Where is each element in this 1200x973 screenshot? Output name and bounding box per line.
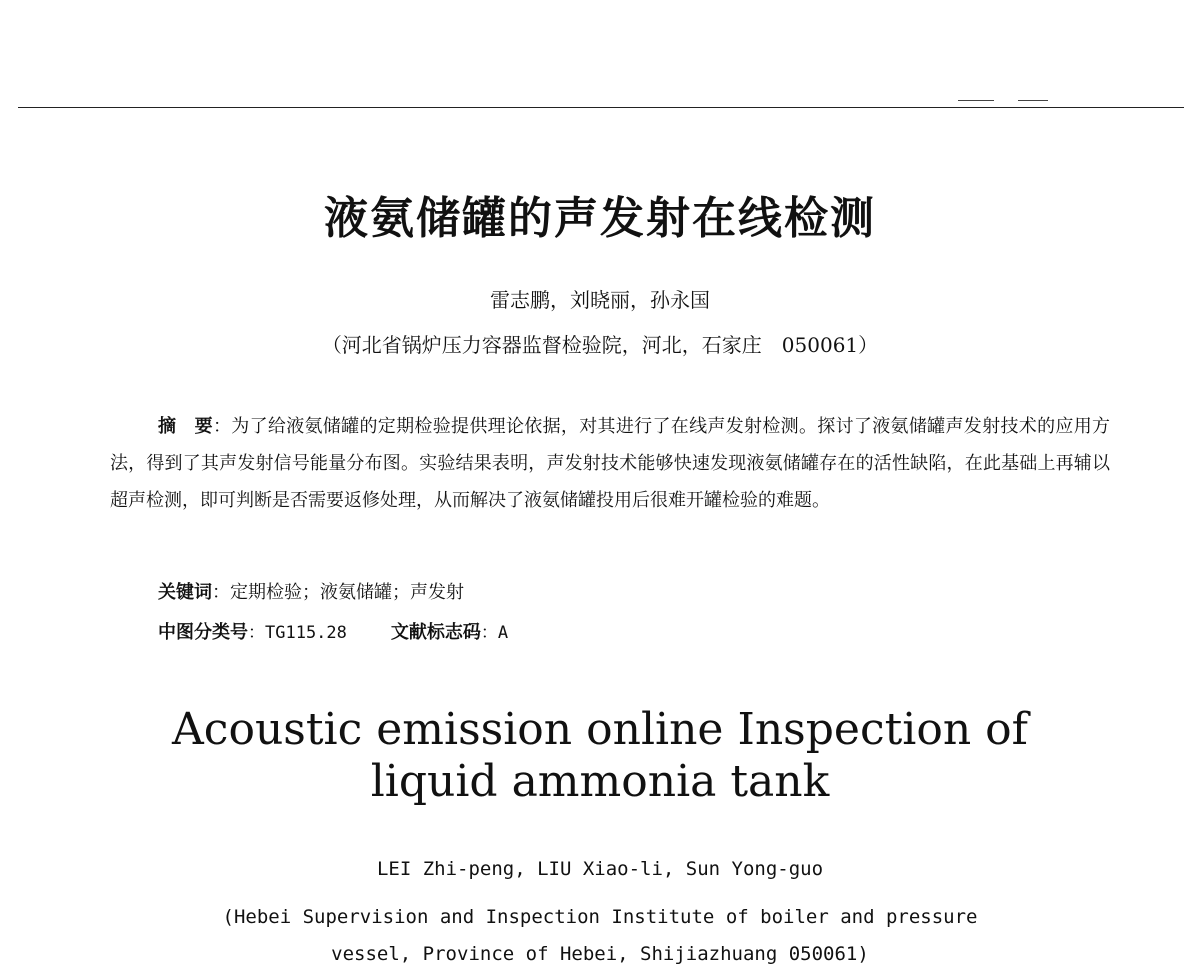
en-authors: LEI Zhi-peng, LIU Xiao-li, Sun Yong-guo (376, 858, 824, 880)
en-title-line2: liquid ammonia tank (370, 756, 830, 807)
cn-authors: 雷志鹏，刘晓丽，孙永国 (490, 288, 710, 312)
abstract-text: ：为了给液氨储罐的定期检验提供理论依据，对其进行了在线声发射检测。探讨了液氨储罐声发射技术的应用方法，得到了其声发射信号能量分布图。实验结果表明，声发射技术能够快速发现液氨储罐存在的活性缺陷，在此基础上再辅以超声检测，即可判断是否需要返修处理，从而解决了液氨储罐投用后很难开罐检验的难题。 (110, 416, 1111, 511)
doc-code-value: ：A (480, 623, 509, 643)
doc-code-label: 文献标志码 (390, 622, 481, 643)
keywords-label: 关键词 (158, 582, 212, 603)
cn-affiliation: （河北省锅炉压力容器监督检验院，河北，石家庄 050061） (321, 333, 879, 357)
header-rule-accent (958, 100, 994, 101)
header-rule (18, 107, 1184, 108)
keywords-text: ：定期检验；液氨储罐；声发射 (212, 582, 464, 603)
en-title-line1: Acoustic emission online Inspection of (172, 704, 1028, 755)
clc-label: 中图分类号 (158, 622, 248, 643)
cn-title: 液氨储罐的声发射在线检测 (324, 193, 876, 244)
en-title (0, 704, 1200, 808)
en-affiliation-line1: (Hebei Supervision and Inspection Institute of boiler and pressure (222, 906, 978, 928)
en-affiliation (0, 899, 1200, 973)
clc-value: ：TG115.28 (248, 623, 347, 643)
keywords (158, 578, 464, 604)
classification (158, 618, 508, 644)
abstract-label: 摘 要 (158, 416, 213, 437)
abstract (110, 408, 1110, 519)
en-affiliation-line2: vessel, Province of Hebei, Shijiazhuang 050061) (331, 943, 869, 965)
header-rule-accent-short (1018, 100, 1048, 101)
